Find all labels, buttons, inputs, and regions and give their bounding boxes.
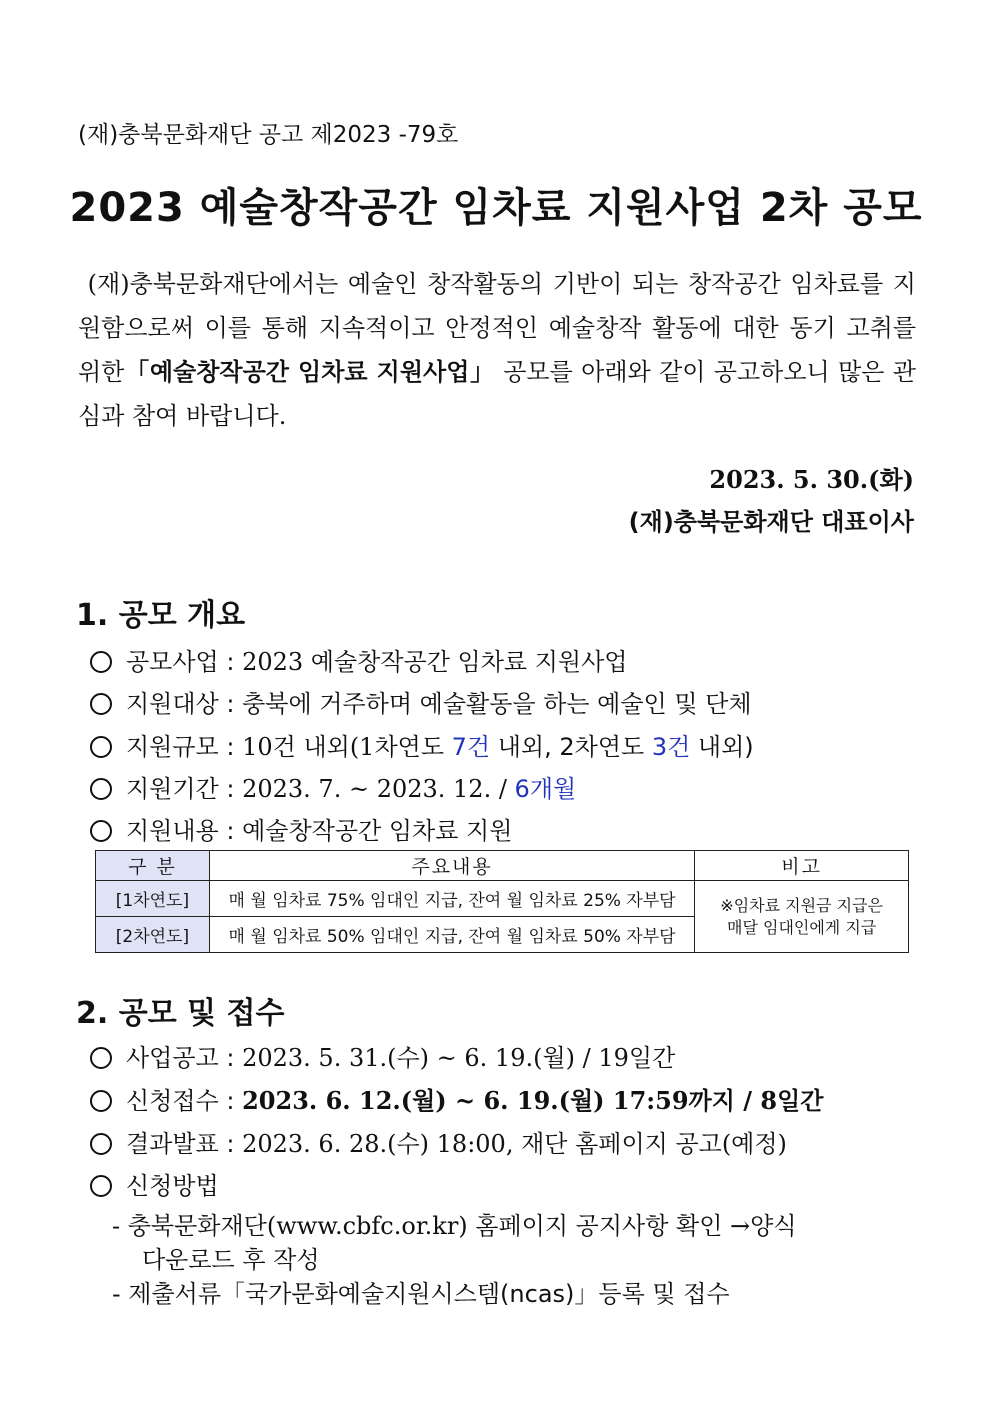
method-line: - 충북문화재단(www.cbfc.or.kr) 홈페이지 공지사항 확인 →양식	[112, 1212, 797, 1240]
table-header-category: 구 분	[96, 851, 210, 881]
support-table	[95, 850, 909, 953]
page-title: 2023 예술창작공간 임차료 지원사업 2차 공모	[69, 185, 923, 231]
announcement-date: 2023. 5. 30.(화)	[709, 465, 914, 494]
intro-text-after: 공모를 아래와 같이 공고하오니 많은 관심과 참여 바랍니다.	[78, 358, 916, 430]
circle-bullet-icon	[90, 736, 112, 758]
list-item: 지원기간 : 2023. 7. ~ 2023. 12. / 6개월	[90, 769, 576, 804]
circle-bullet-icon	[90, 820, 112, 842]
table-header-content: 주요내용	[209, 851, 694, 881]
circle-bullet-icon	[90, 651, 112, 673]
table-cell-note: ※임차료 지원금 지급은 매달 임대인에게 지급	[695, 881, 909, 953]
signatory: (재)충북문화재단 대표이사	[628, 508, 914, 536]
intro-text-before: (재)충북문화재단에서는 예술인 창작활동의 기반이 되는 창작공간 임차료를 지원함으로써 이를 통해 지속적이고 안정적인 예술창작 활동에 대한 동기 고취를 위한	[78, 270, 916, 386]
list-item: 지원내용 : 예술창작공간 임차료 지원	[90, 811, 512, 846]
section2-title: 2. 공모 및 접수	[76, 996, 285, 1031]
list-item: 사업공고 : 2023. 5. 31.(수) ~ 6. 19.(월) / 19일간	[90, 1038, 675, 1073]
table-cell-year: [1차연도]	[96, 881, 210, 917]
list-item: 신청접수 : 2023. 6. 12.(월) ~ 6. 19.(월) 17:59까지 / 8일간	[90, 1081, 823, 1116]
list-item: 결과발표 : 2023. 6. 28.(수) 18:00, 재단 홈페이지 공고(예정)	[90, 1124, 787, 1159]
method-line: - 제출서류「국가문화예술지원시스템(ncas)」등록 및 접수	[112, 1280, 730, 1308]
intro-paragraph	[78, 262, 916, 438]
table-row	[96, 881, 909, 917]
circle-bullet-icon	[90, 693, 112, 715]
table-cell-content: 매 월 임차료 50% 임대인 지급, 잔여 월 임차료 50% 자부담	[209, 917, 694, 953]
circle-bullet-icon	[90, 1133, 112, 1155]
table-cell-content: 매 월 임차료 75% 임대인 지급, 잔여 월 임차료 25% 자부담	[209, 881, 694, 917]
method-line: 다운로드 후 작성	[142, 1246, 320, 1274]
circle-bullet-icon	[90, 778, 112, 800]
list-item: 공모사업 : 2023 예술창작공간 임차료 지원사업	[90, 642, 627, 677]
circle-bullet-icon	[90, 1047, 112, 1069]
table-header-note: 비고	[695, 851, 909, 881]
circle-bullet-icon	[90, 1090, 112, 1112]
list-item: 신청방법	[90, 1166, 219, 1201]
list-item: 지원대상 : 충북에 거주하며 예술활동을 하는 예술인 및 단체	[90, 684, 752, 719]
circle-bullet-icon	[90, 1175, 112, 1197]
notice-number: (재)충북문화재단 공고 제2023 -79호	[78, 122, 459, 148]
section1-title: 1. 공모 개요	[76, 598, 246, 633]
list-item: 지원규모 : 10건 내외(1차연도 7건 내외, 2차연도 3건 내외)	[90, 727, 754, 762]
table-cell-year: [2차연도]	[96, 917, 210, 953]
intro-highlight: 「예술창작공간 임차료 지원사업」	[124, 357, 495, 386]
